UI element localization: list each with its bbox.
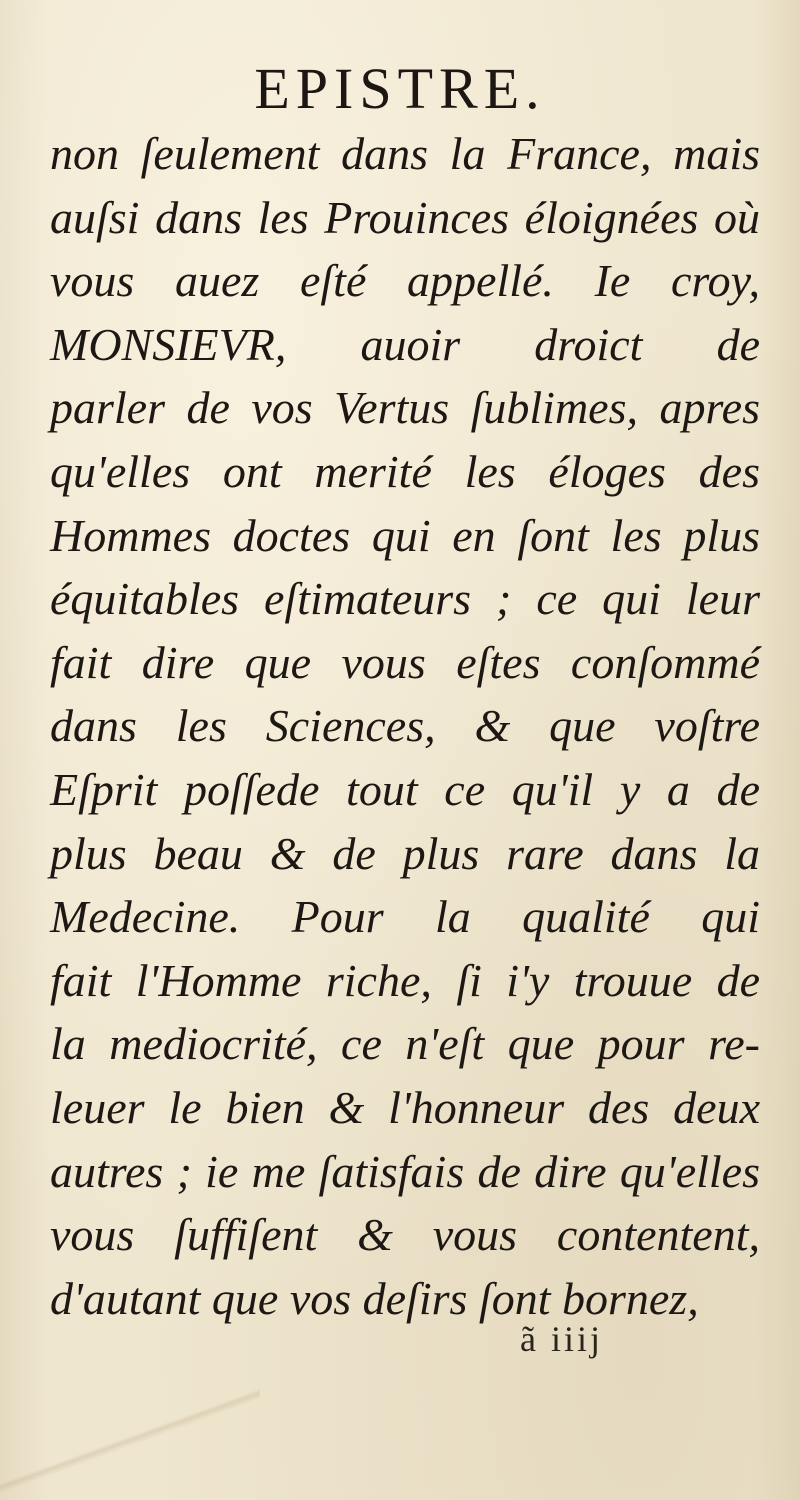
text-line: équitables eſtimateurs ; ce qui leur <box>50 573 760 625</box>
page-crease <box>0 1380 260 1500</box>
text-line: la mediocrité, ce n'eſt que pour re- <box>50 1018 760 1070</box>
text-line: MONSIEVR, auoir droict de <box>50 318 760 370</box>
text-line: vous auez eſté appellé. Ie croy, <box>50 255 760 307</box>
text-line: d'autant que vos deſirs ſont bornez, <box>50 1272 699 1324</box>
text-line: fait dire que vous eſtes conſommé <box>50 636 760 688</box>
text-line: leuer le bien & l'honneur des deux <box>50 1081 760 1133</box>
running-head: EPISTRE. <box>254 56 546 121</box>
text-line: parler de vos Vertus ſublimes, apres <box>50 382 760 434</box>
signature-mark: ã iiij <box>520 1319 603 1359</box>
text-line: Medecine. Pour la qualité qui <box>50 891 760 943</box>
text-line: vous ſuffiſent & vous contentent, <box>50 1209 760 1261</box>
text-line: non ſeulement dans la France, mais <box>50 128 760 179</box>
text-line: dans les Sciences, & que voſtre <box>50 700 760 752</box>
body-text <box>50 122 760 1330</box>
text-line: plus beau & de plus rare dans la <box>50 827 760 879</box>
text-line: qu'elles ont merité les éloges des <box>50 445 760 497</box>
text-line: fait l'Homme riche, ſi i'y trouue de <box>50 954 760 1006</box>
text-line: Eſprit poſſede tout ce qu'il y a de <box>50 763 760 815</box>
text-line: autres ; ie me ſatisfais de dire qu'elles <box>50 1145 760 1197</box>
text-line: auſsi dans les Prouinces éloignées où <box>50 191 760 243</box>
text-line: Hommes doctes qui en ſont les plus <box>50 509 760 561</box>
